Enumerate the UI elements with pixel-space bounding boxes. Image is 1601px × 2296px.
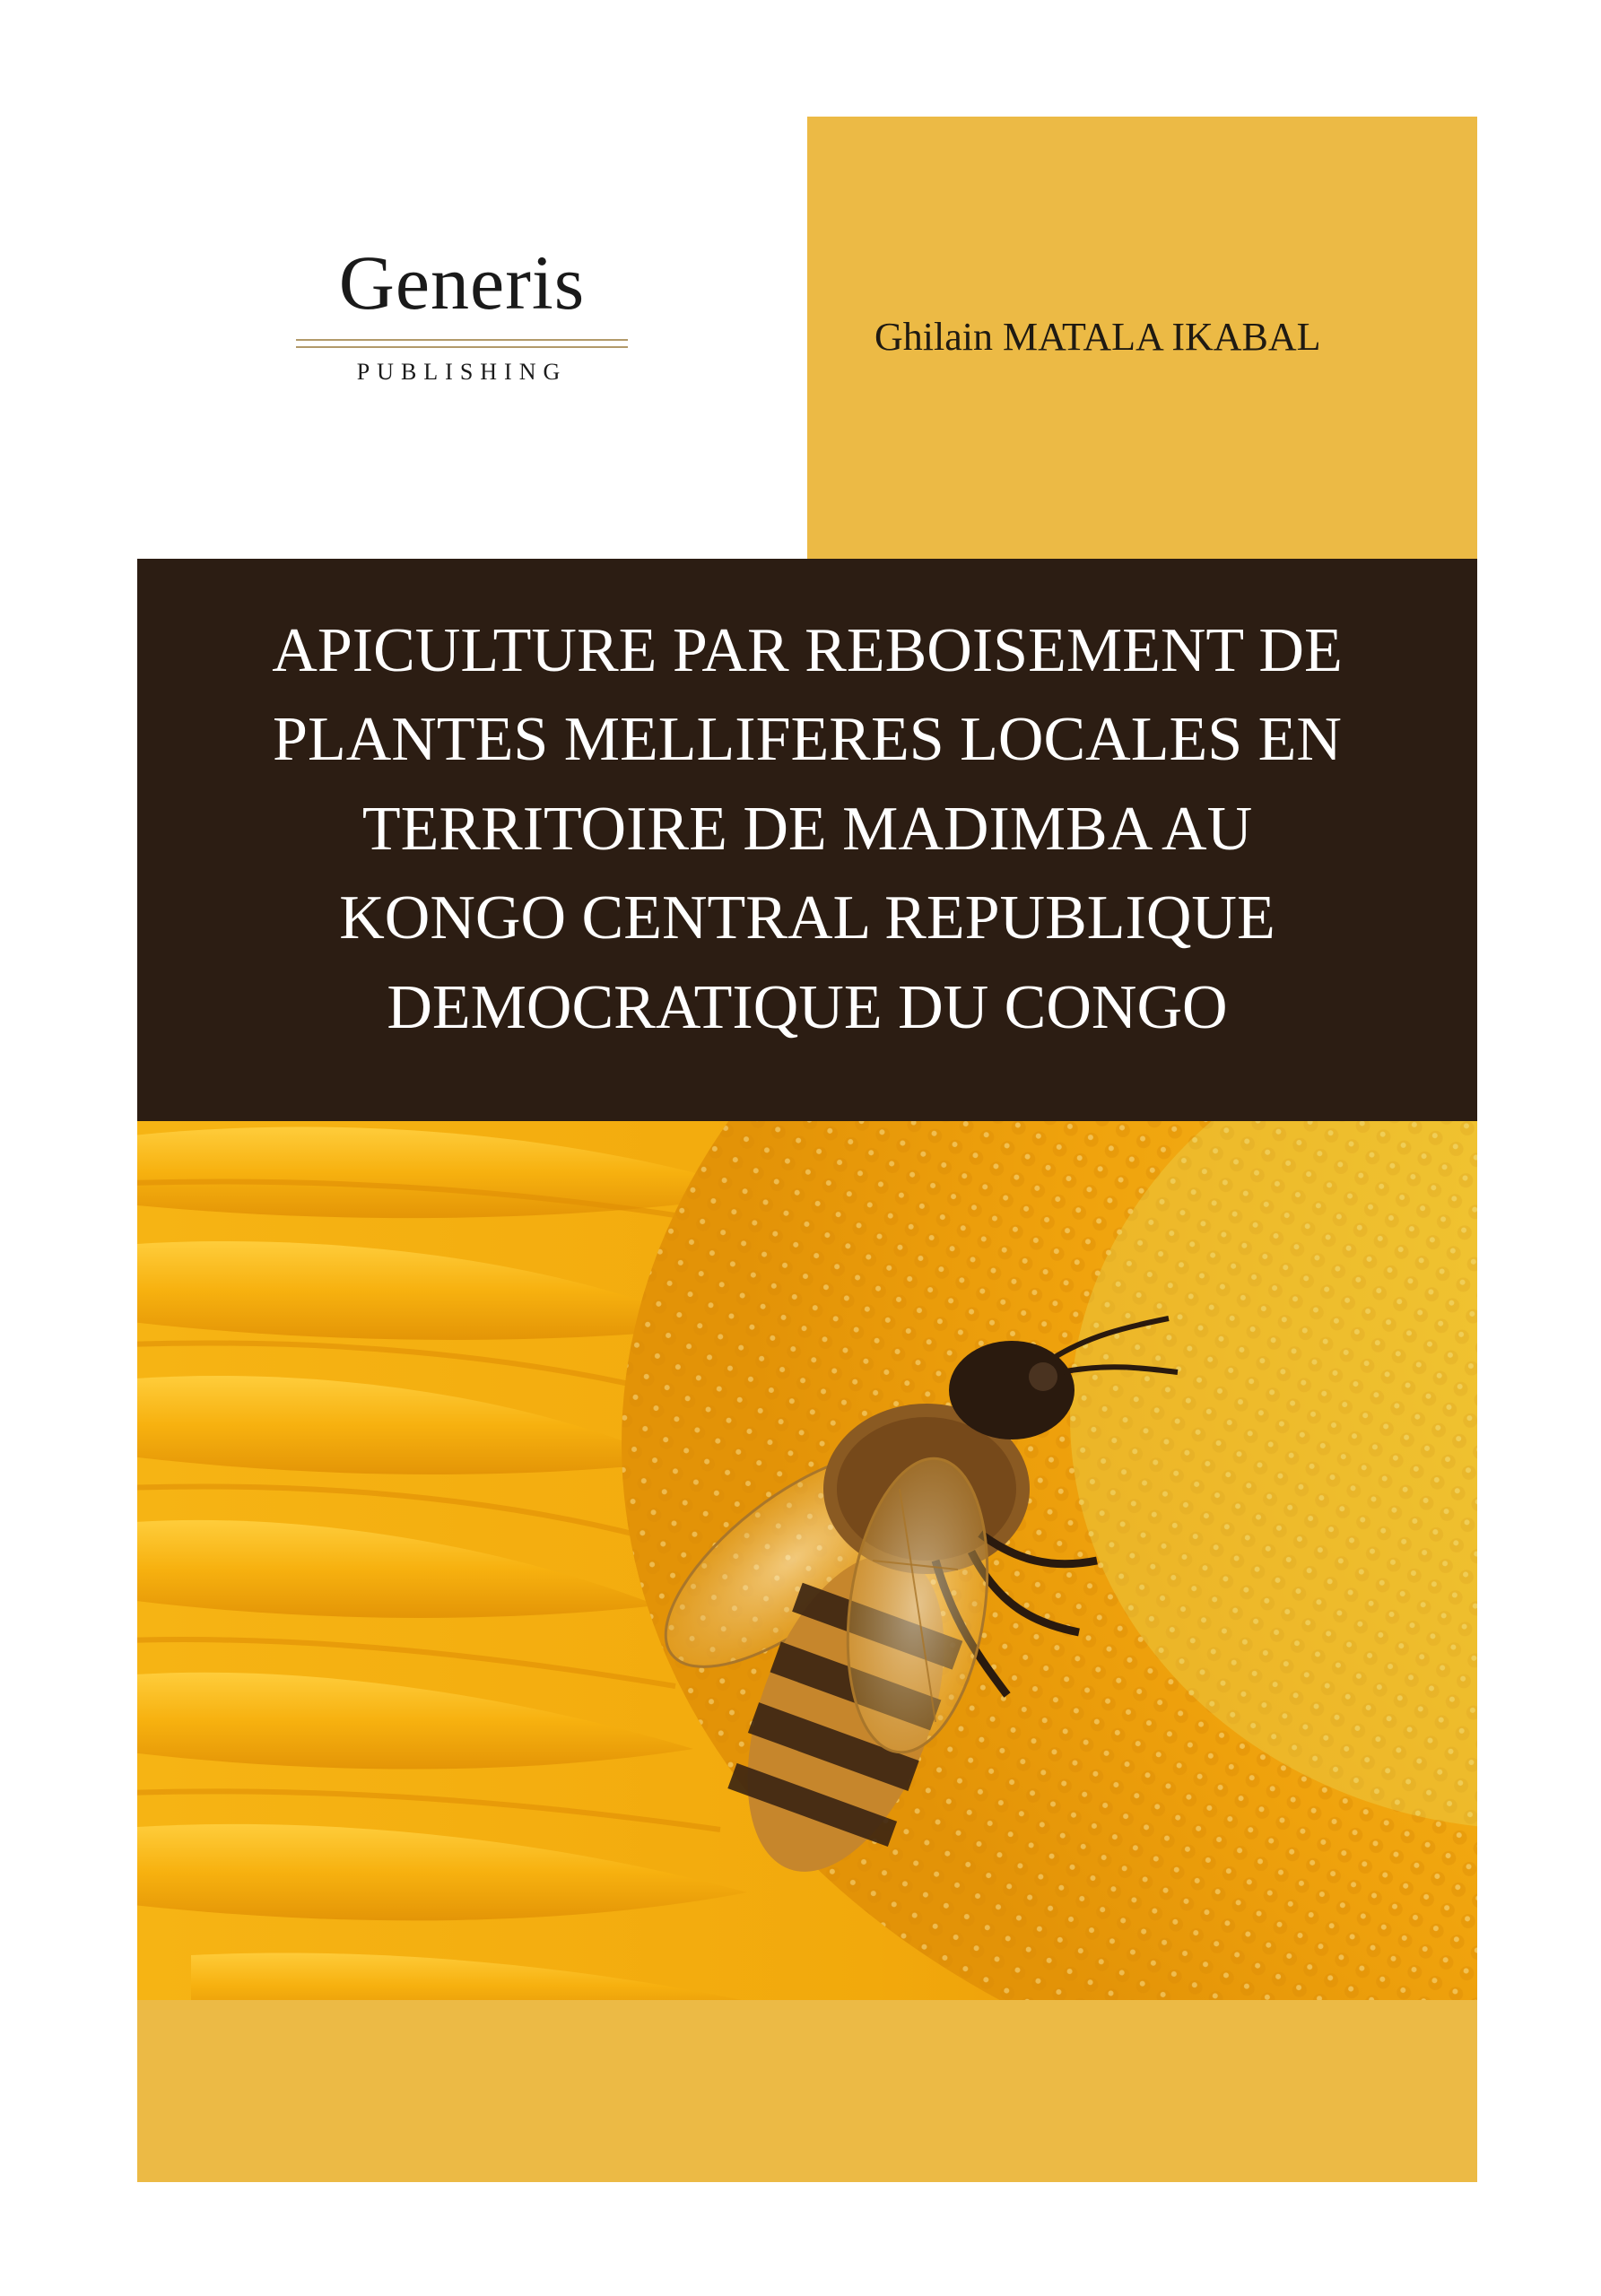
publisher-logo <box>296 239 628 386</box>
publisher-name: Generis <box>338 239 586 326</box>
title-line: DEMOCRATIQUE DU CONGO <box>387 972 1228 1042</box>
author-panel <box>807 117 1477 559</box>
logo-divider <box>296 339 628 348</box>
title-line: PLANTES MELLIFERES LOCALES EN <box>273 705 1342 775</box>
title-line: KONGO CENTRAL REPUBLIQUE <box>339 883 1275 953</box>
bee-on-sunflower-photo <box>137 1121 1477 2000</box>
bottom-band <box>137 2000 1477 2182</box>
publisher-tagline: PUBLISHING <box>356 359 568 385</box>
author-name: Ghilain MATALA IKABAL <box>874 315 1321 359</box>
title-band <box>137 559 1477 1121</box>
book-title <box>272 606 1342 1052</box>
title-line: APICULTURE PAR REBOISEMENT DE <box>272 616 1343 686</box>
title-line: TERRITOIRE DE MADIMBA AU <box>361 794 1253 864</box>
